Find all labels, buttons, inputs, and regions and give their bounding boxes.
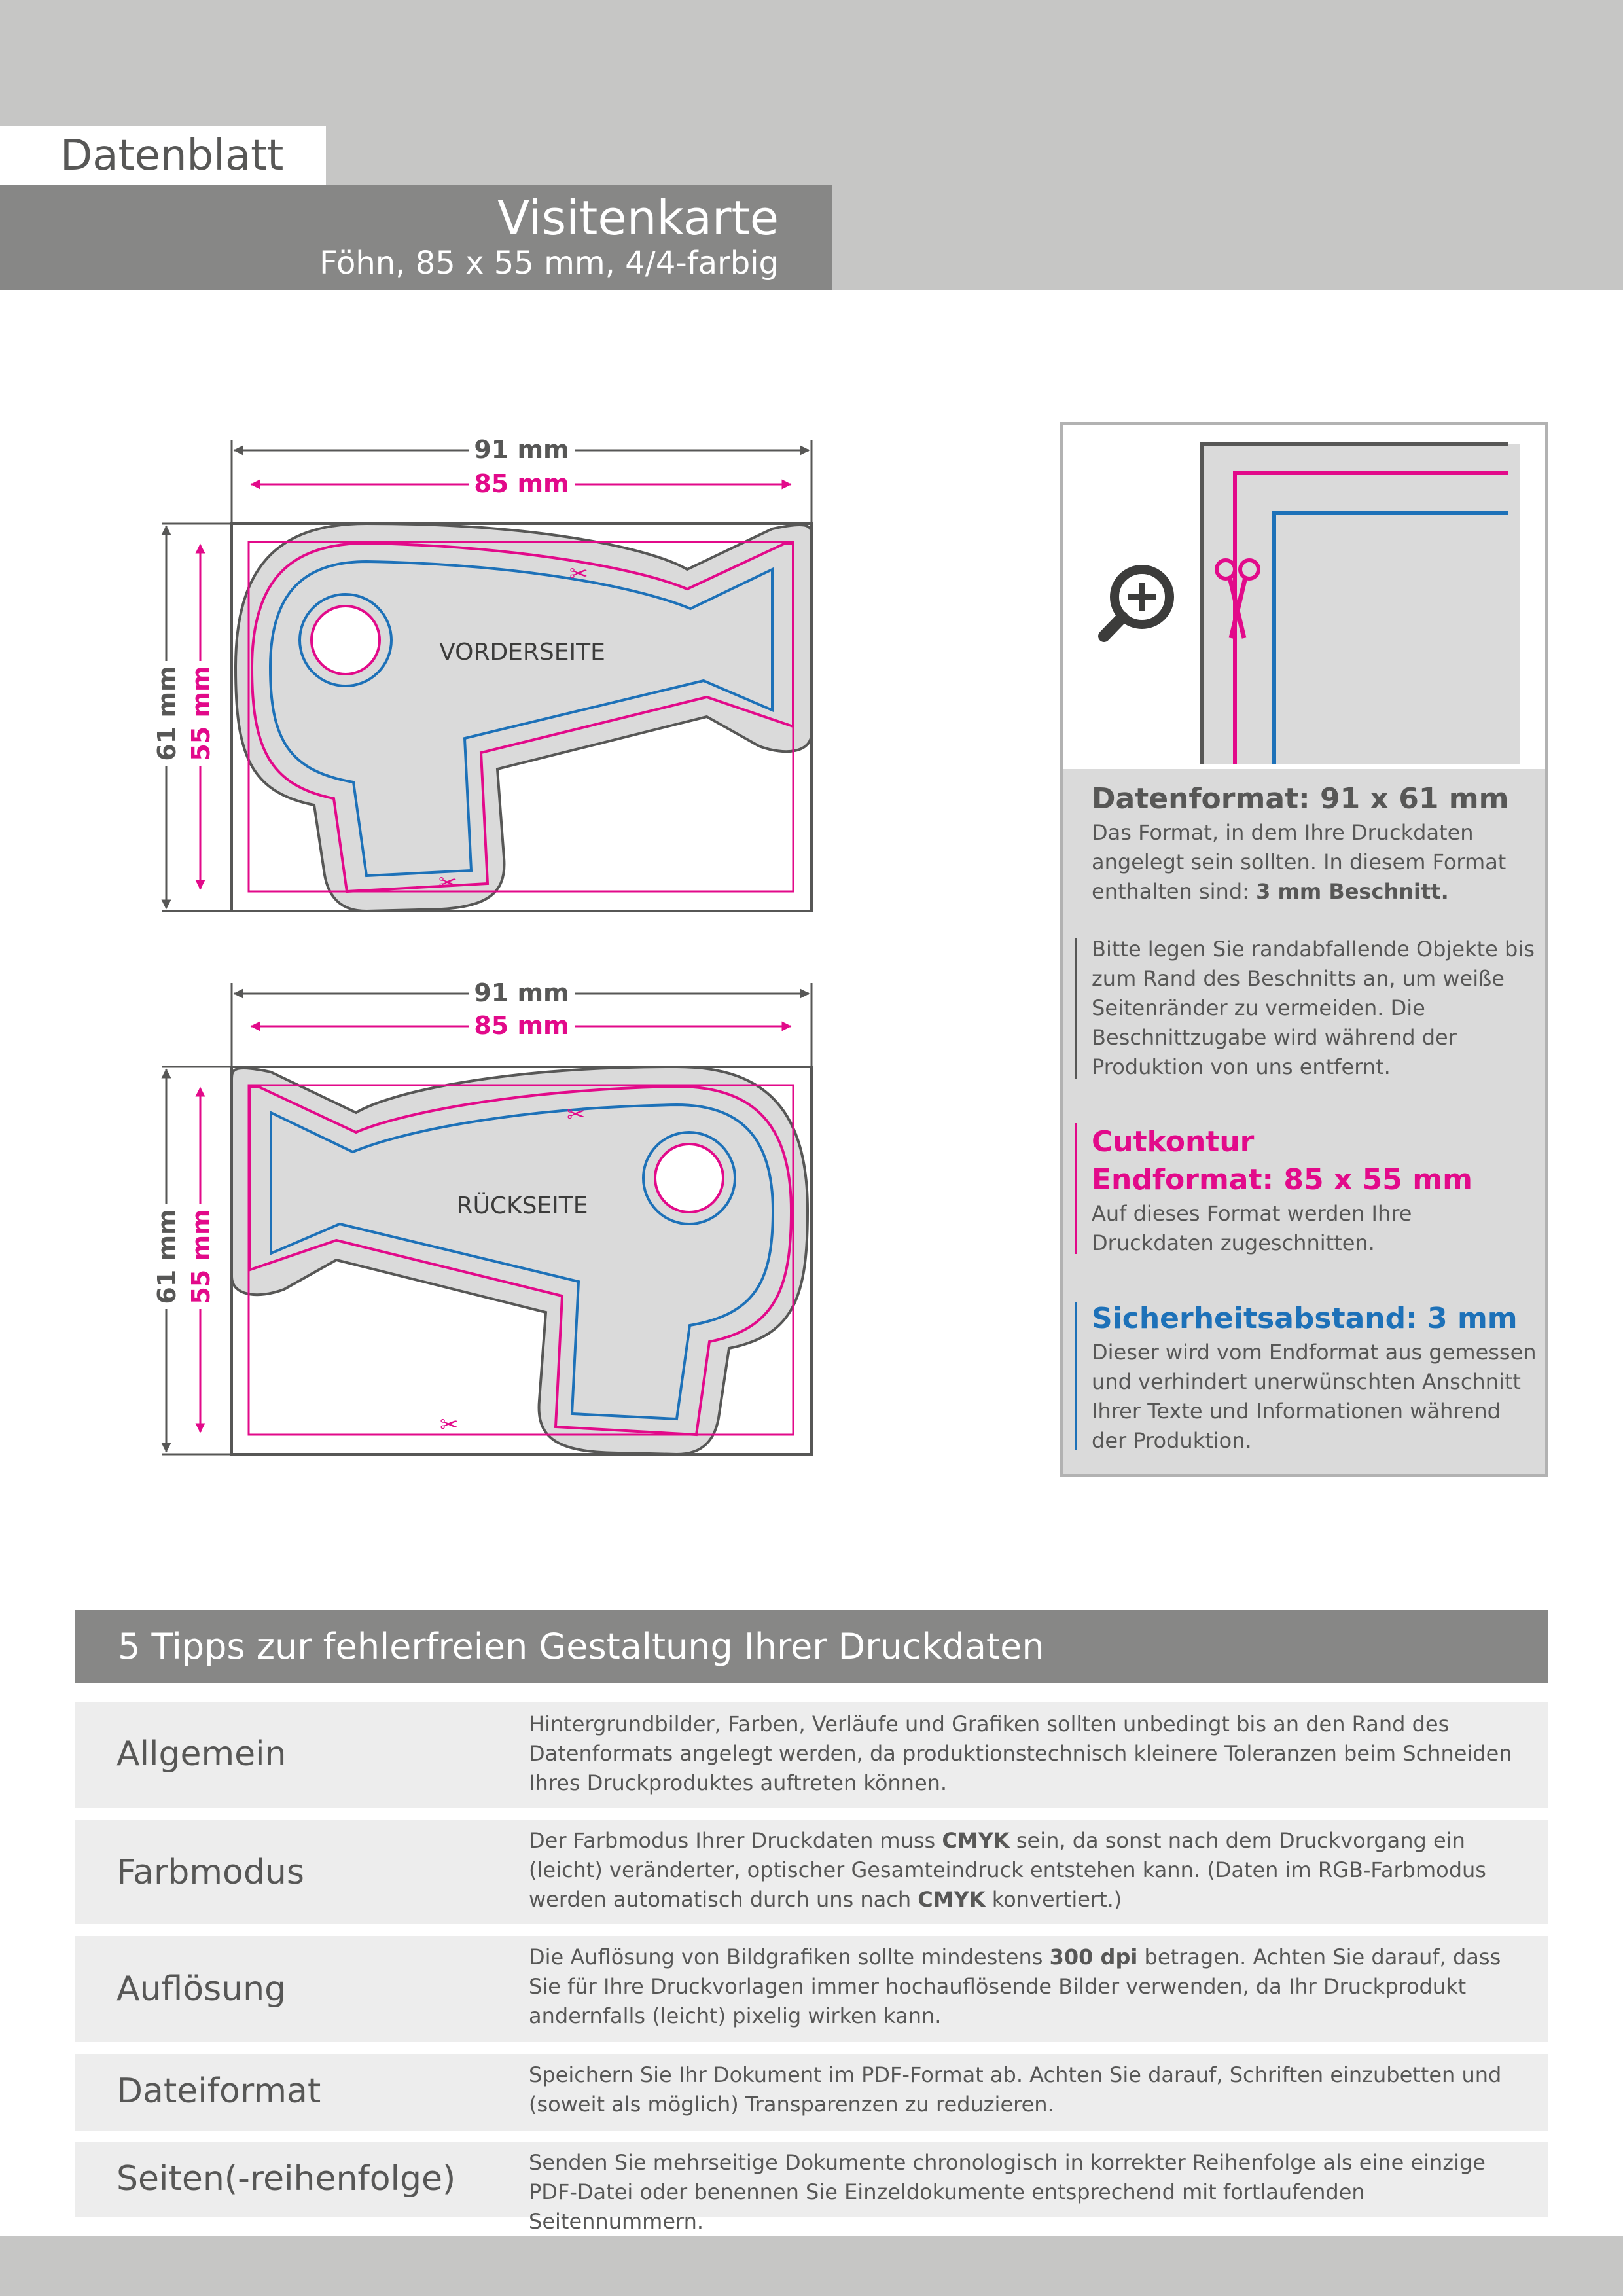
zoom-icon [1104, 569, 1169, 636]
tip-text: Hintergrundbilder, Farben, Verläufe und Grafiken sollten unbedingt bis an den Rand des Datenformats angelegt werden, da produktionstechnisch kleinere Toleranzen beim Schneiden Ihres Druckproduktes auftreten können. [529, 1712, 1512, 1795]
front-height-data-label: 61 mm [152, 666, 181, 761]
cutkontur-bar [1075, 1123, 1077, 1254]
tip-label: Auflösung [116, 1969, 287, 2009]
sicherheit-block [1092, 1300, 1537, 1456]
front-scissors-icon: ✂ [569, 561, 588, 587]
back-height-data-label: 61 mm [152, 1209, 181, 1304]
cutkontur-text: Auf dieses Format werden Ihre Druckdaten zugeschnitten. [1092, 1201, 1412, 1255]
datenformat-note: Bitte legen Sie randabfallende Objekte bis zum Rand des Beschnitts an, um weiße Seitenränder zu vermeiden. Die Beschnittzugabe wird während der Produktion von uns entfernt. [1092, 937, 1535, 1079]
front-diagram [151, 433, 812, 911]
front-width-cut-label: 85 mm [474, 469, 569, 498]
back-bleed-shape [232, 1067, 808, 1454]
datenblatt-label: Datenblatt [60, 132, 284, 180]
tip-text: Speichern Sie Ihr Dokument im PDF-Format ab. Achten Sie darauf, Schriften einzubetten und (soweit als möglich) Transparenzen zu reduzieren. [529, 2062, 1502, 2117]
datenformat-block [1092, 780, 1537, 906]
datenformat-note-bar [1075, 938, 1077, 1079]
page-title: Visitenkarte [497, 190, 779, 245]
back-scissors-icon: ✂ [567, 1102, 586, 1128]
front-scissors-icon: ✂ [438, 870, 457, 896]
tip-text: Der Farbmodus Ihrer Druckdaten muss CMYK sein, da sonst nach dem Druckvorgang ein (leicht) veränderter, optischer Gesamteindruck entstehen kann. (Daten im RGB-Farbmodus werden automatisch durch uns nach CMYK konvertiert.) [529, 1828, 1486, 1912]
back-width-cut-label: 85 mm [474, 1011, 569, 1040]
footer-band [0, 2236, 1623, 2296]
tips-title: 5 Tipps zur fehlerfreien Gestaltung Ihrer Druckdaten [118, 1626, 1044, 1667]
sicherheit-text: Dieser wird vom Endformat aus gemessen und verhindert unerwünschten Anschnitt Ihrer Texte und Informationen während der Produktion. [1092, 1340, 1537, 1453]
tip-text: Senden Sie mehrseitige Dokumente chronologisch in korrekter Reihenfolge als eine einzige PDF-Datei oder benennen Sie Einzeldokumente entsprechend mit fortlaufenden Seitennummern. [529, 2150, 1486, 2234]
back-height-cut-label: 55 mm [187, 1209, 215, 1304]
tip-label: Seiten(-reihenfolge) [116, 2159, 456, 2198]
corner-detail-figure [1063, 425, 1545, 769]
back-diagram [151, 977, 812, 1454]
cutkontur-block [1092, 1123, 1537, 1258]
back-scissors-icon: ✂ [440, 1412, 459, 1438]
tip-text: Die Auflösung von Bildgrafiken sollte mindestens 300 dpi betragen. Achten Sie darauf, dass Sie für Ihre Druckvorlagen immer hochauflösende Bilder verwenden, da Ihr Druckprodukt andernfalls (leicht) pixelig wirken kann. [529, 1945, 1501, 2028]
tip-label: Farbmodus [116, 1853, 304, 1892]
tip-label: Allgemein [116, 1734, 287, 1774]
datenformat-title: Datenformat: 91 x 61 mm [1092, 782, 1509, 816]
front-height-cut-label: 55 mm [187, 666, 215, 761]
back-side-label: RÜCKSEITE [456, 1193, 588, 1219]
datenformat-text: Das Format, in dem Ihre Druckdaten angelegt sein sollten. In diesem Format enthalten sind: 3 mm Beschnitt. [1092, 820, 1507, 904]
sicherheit-title: Sicherheitsabstand: 3 mm [1092, 1302, 1518, 1335]
front-hole-cut [312, 606, 380, 674]
front-width-data-label: 91 mm [474, 435, 569, 464]
front-bleed-shape [236, 524, 812, 911]
tip-label: Dateiformat [116, 2072, 321, 2111]
endformat-title: Endformat: 85 x 55 mm [1092, 1163, 1472, 1196]
front-side-label: VORDERSEITE [439, 639, 605, 666]
cutkontur-title: Cutkontur [1092, 1125, 1255, 1158]
back-width-data-label: 91 mm [474, 978, 569, 1007]
back-hole-cut [655, 1144, 723, 1212]
sicherheit-bar [1075, 1302, 1077, 1450]
page-subtitle: Föhn, 85 x 55 mm, 4/4-farbig [319, 245, 779, 281]
